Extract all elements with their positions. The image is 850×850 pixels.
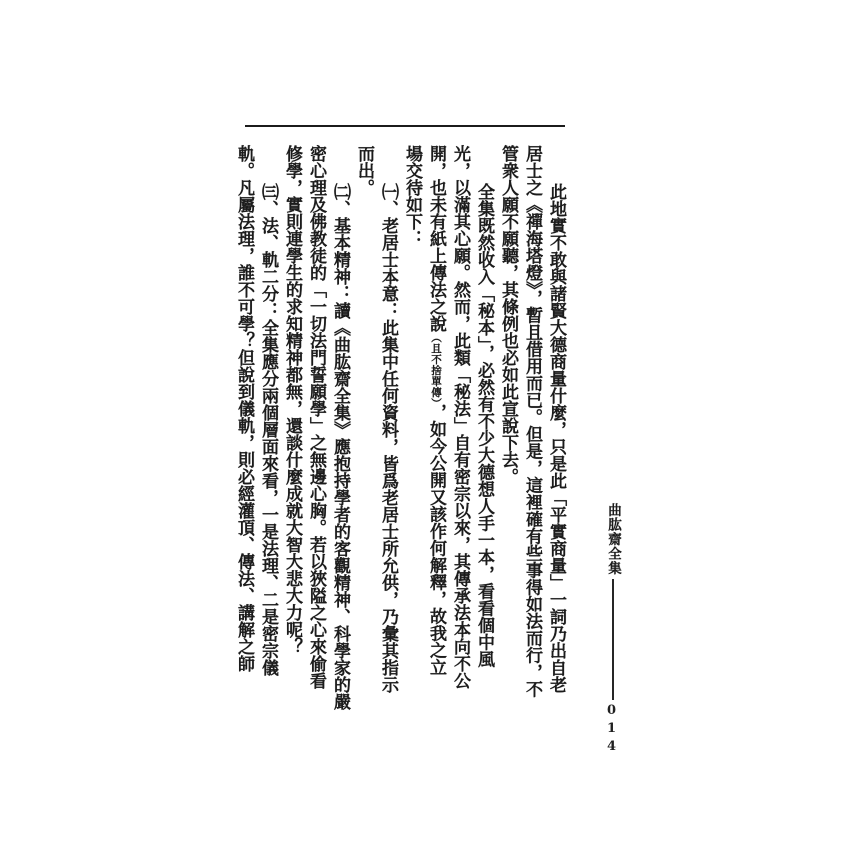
text-run: 光，以滿其心願。然而，此類「秘法」自有密宗以來，其傳承法本向不公 bbox=[450, 145, 470, 689]
running-title: 曲肱齋全集 bbox=[605, 503, 621, 576]
text-column bbox=[328, 145, 352, 715]
text-column bbox=[400, 145, 424, 715]
margin-rule bbox=[612, 579, 614, 700]
text-run: 而出。 bbox=[354, 145, 374, 196]
text-column bbox=[352, 145, 376, 715]
body-text-block bbox=[232, 145, 568, 715]
text-column bbox=[256, 145, 280, 715]
text-run: 開，也未有紙上傳法之說 bbox=[426, 145, 446, 332]
text-run: 密心理及佛教徒的「一切法門誓願學」之無邊心胸。若以狹隘之心來偷看 bbox=[306, 145, 326, 689]
text-column bbox=[472, 145, 496, 715]
text-run: 場交待如下： bbox=[402, 145, 422, 247]
text-run: 軌。凡屬法理，誰不可學？但說到儀軌，則必經灌頂、傳法、講解之師 bbox=[234, 145, 254, 672]
page-number: 014 bbox=[604, 703, 619, 757]
text-run: 全集既然收入「秘本」，必然有不少大德想人手一本，看看個中風 bbox=[474, 183, 494, 668]
text-column bbox=[544, 145, 568, 715]
text-column bbox=[376, 145, 400, 715]
text-run: ㈡、基本精神：讀《曲肱齋全集》應抱持學者的客觀精神、科學家的嚴 bbox=[330, 183, 350, 710]
text-column bbox=[424, 145, 448, 715]
text-column bbox=[304, 145, 328, 715]
text-run: 管衆人願不願聽，其條例也必如此宣說下去。 bbox=[498, 145, 518, 485]
text-run: 此地實不敢與諸賢大德商量什麼，只是此「平實商量」一詞乃出自老 bbox=[546, 183, 566, 693]
header-rule bbox=[245, 125, 565, 127]
inline-small-annotation: （且不捨單傳） bbox=[430, 332, 442, 404]
text-column bbox=[496, 145, 520, 715]
text-run: 修學，實則連學生的求知精神都無，還談什麼成就大智大悲大力呢？ bbox=[282, 145, 302, 655]
text-run: ㈢、法、軌二分：全集應分兩個層面來看，一是法理、二是密宗儀 bbox=[258, 183, 278, 676]
text-column bbox=[448, 145, 472, 715]
text-column bbox=[280, 145, 304, 715]
text-run: ，如今公開又該作何解釋，故我之立 bbox=[426, 403, 446, 676]
text-column bbox=[232, 145, 256, 715]
text-column bbox=[520, 145, 544, 715]
text-run: 居士之《禪海塔燈》，暫且借用而已。但是，這裡確有些事得如法而行，不 bbox=[522, 145, 542, 698]
text-run: ㈠、老居士本意：此集中任何資料，皆爲老居士所允供，乃彙其指示 bbox=[378, 183, 398, 693]
